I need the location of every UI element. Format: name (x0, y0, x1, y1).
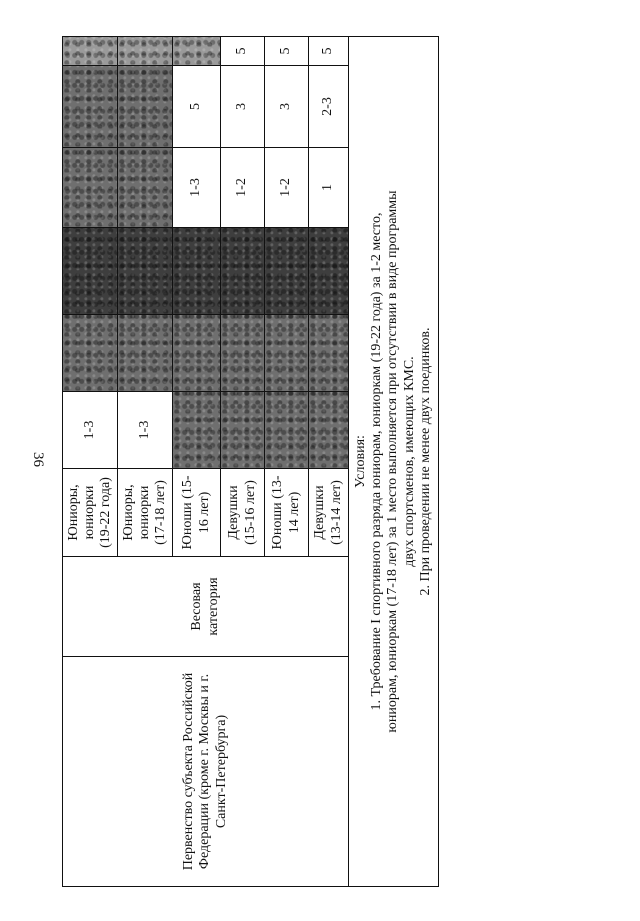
shaded-cell (118, 66, 173, 148)
cell-value: 5 (221, 37, 265, 66)
shaded-cell (173, 228, 221, 315)
cell-value: 5 (309, 37, 349, 66)
page-number: 36 (30, 452, 46, 467)
shaded-cell (118, 228, 173, 315)
group-label: Юниоры, юниорки (17-18 лет) (118, 469, 173, 557)
condition-line: 1. Требование I спортивного разряда юниорам, юниоркам (19-22 года) за 1-2 место, (369, 212, 385, 711)
cell-value: 1-2 (265, 148, 309, 228)
shaded-cell (173, 37, 221, 66)
shaded-cell (118, 37, 173, 66)
condition-line: двух спортсменов, имеющих КМС. (401, 356, 417, 567)
shaded-cell (309, 228, 349, 315)
conditions-title: Условия: (353, 435, 369, 488)
cell-value: 3 (221, 66, 265, 148)
shaded-cell (63, 66, 118, 148)
cell-value: 3 (265, 66, 309, 148)
shaded-cell (173, 315, 221, 392)
cell-value: 5 (173, 66, 221, 148)
shaded-cell (118, 148, 173, 228)
cell-value: 1-2 (221, 148, 265, 228)
group-label: Юноши (15-16 лет) (173, 469, 221, 557)
cell-value: 1-3 (63, 392, 118, 469)
shaded-cell (265, 228, 309, 315)
condition-line: юниорам, юниоркам (17-18 лет) за 1 место выполняется при отсутствии в виде программы (385, 190, 401, 733)
conditions-cell (349, 37, 439, 887)
shaded-cell (309, 315, 349, 392)
group-label: Девушки (15-16 лет) (221, 469, 265, 557)
table-row (63, 37, 118, 887)
shaded-cell (221, 315, 265, 392)
cell-value: 1-3 (173, 148, 221, 228)
table-row (349, 37, 439, 887)
shaded-cell (265, 315, 309, 392)
cell-value: 1 (309, 148, 349, 228)
ranking-table (62, 36, 439, 887)
weight-category-label: Весовая категория (63, 557, 349, 657)
shaded-cell (63, 315, 118, 392)
cell-value: 1-3 (118, 392, 173, 469)
shaded-cell (221, 392, 265, 469)
shaded-cell (118, 315, 173, 392)
group-label: Юниоры, юниорки (19-22 года) (63, 469, 118, 557)
condition-line: 2. При проведении не менее двух поединков. (417, 327, 433, 596)
group-label: Девушки (13-14 лет) (309, 469, 349, 557)
shaded-cell (63, 228, 118, 315)
shaded-cell (265, 392, 309, 469)
group-label: Юноши (13-14 лет) (265, 469, 309, 557)
cell-value: 5 (265, 37, 309, 66)
cell-value: 2-3 (309, 66, 349, 148)
shaded-cell (63, 148, 118, 228)
shaded-cell (309, 392, 349, 469)
shaded-cell (173, 392, 221, 469)
rotated-table-container (62, 37, 433, 887)
subject-label: Первенство субъекта Российской Федерации (кроме г. Москвы и г. Санкт-Петербурга) (63, 657, 349, 887)
shaded-cell (221, 228, 265, 315)
shaded-cell (63, 37, 118, 66)
